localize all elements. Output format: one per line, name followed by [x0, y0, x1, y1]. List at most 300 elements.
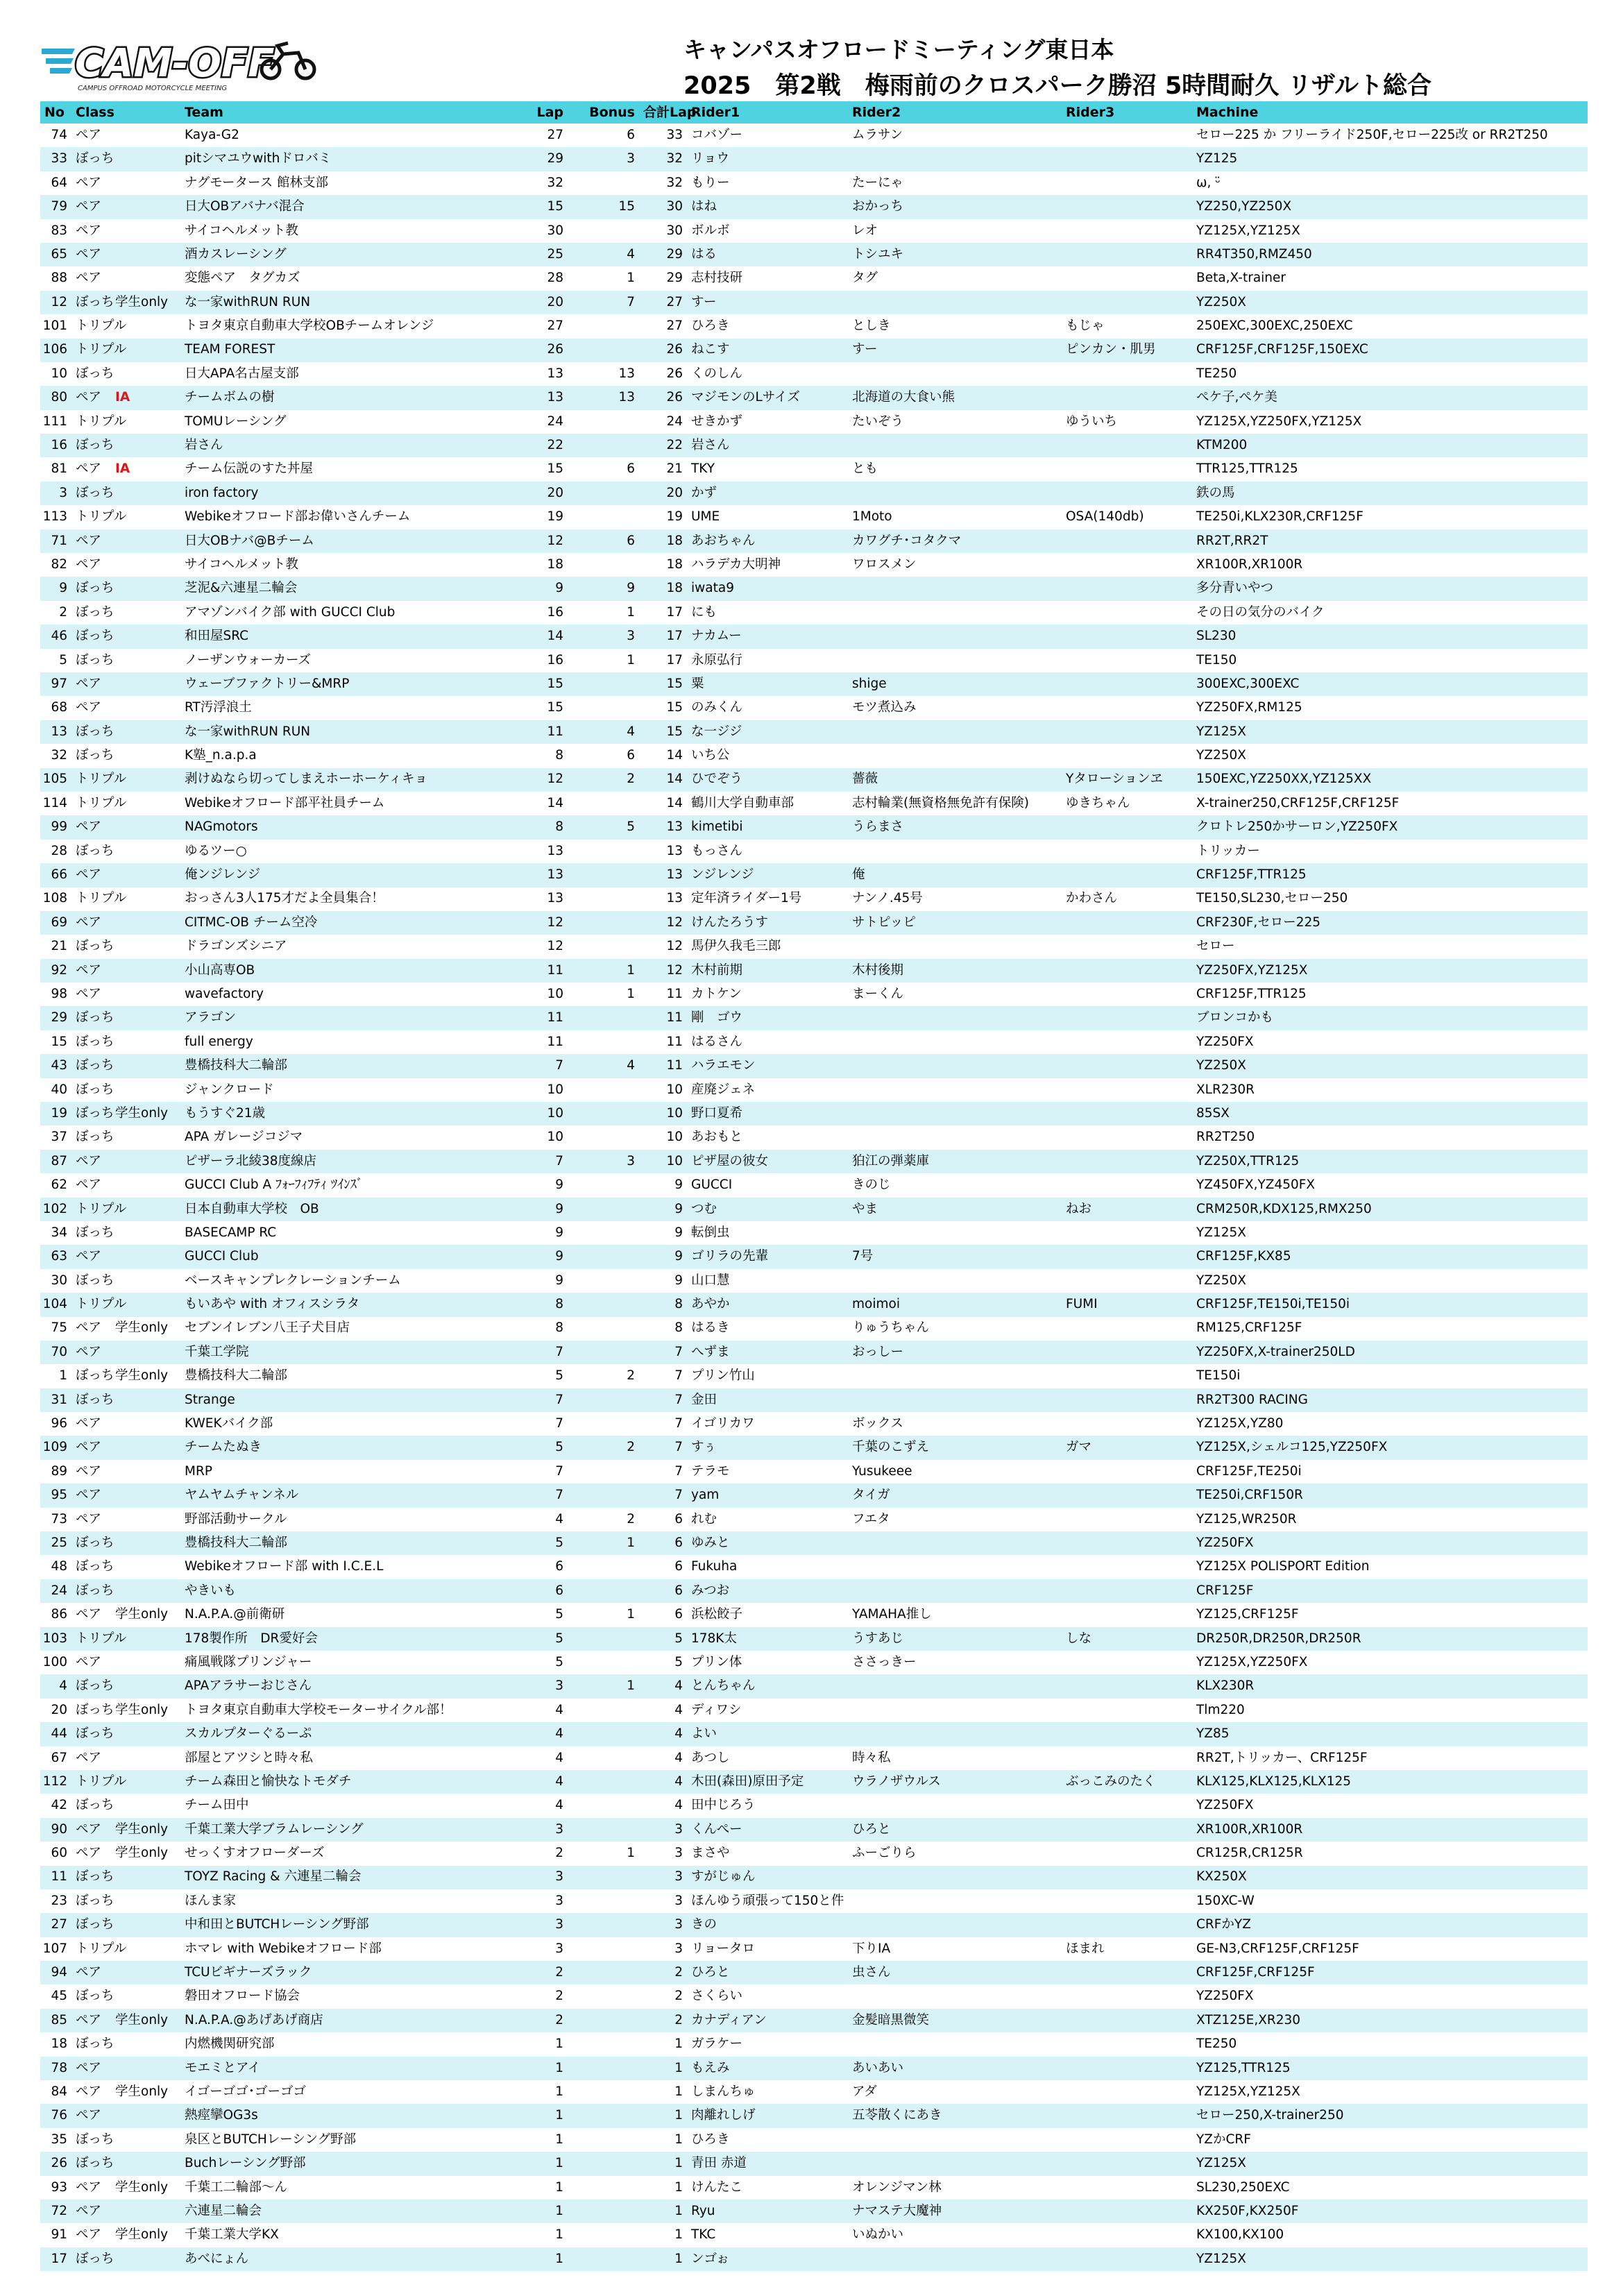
cell-machine: Beta,X-trainer: [1196, 271, 1286, 286]
cell-rider2: [848, 624, 1062, 648]
cell-lap: 3: [555, 1917, 563, 1932]
cell-rider1: カナディアン: [691, 2012, 767, 2027]
cell-team: サイコヘルメット教: [185, 556, 298, 572]
table-row: [40, 1054, 1588, 1078]
cell-bonus: 1: [627, 962, 635, 978]
cell-rider3: [1062, 362, 1192, 386]
cell-no: 29: [51, 1010, 67, 1026]
cell-bonus: 7: [627, 294, 635, 309]
cell-bonus: 1: [627, 1535, 635, 1550]
cell-bonus: 2: [627, 772, 635, 787]
cell-subclass: [111, 171, 180, 195]
cell-no: 67: [51, 1750, 67, 1765]
cell-no: 71: [51, 533, 67, 548]
cell-total-lap: 3: [674, 1821, 683, 1837]
cell-no: 26: [51, 2156, 67, 2171]
cell-total-lap: 6: [674, 1511, 683, 1527]
cell-rider3: ねお: [1066, 1201, 1092, 1216]
cell-bonus: [568, 1198, 639, 1221]
cell-lap: 4: [555, 1774, 563, 1789]
cell-lap: 7: [555, 1488, 563, 1503]
cell-rider3: [1062, 1102, 1192, 1125]
cell-lap: 4: [555, 1798, 563, 1813]
cell-total-lap: 5: [674, 1654, 683, 1669]
cell-rider1: UME: [691, 509, 720, 525]
cell-rider1: もっさん: [691, 843, 743, 858]
cell-bonus: [568, 1341, 639, 1364]
cell-team: ほんま家: [185, 1893, 237, 1908]
cell-rider1: 馬伊久我毛三郎: [691, 939, 781, 954]
cell-team: N.A.P.A.@あげあげ商店: [185, 2012, 323, 2027]
cell-total-lap: 29: [666, 271, 683, 286]
cell-bonus: 3: [627, 1153, 635, 1168]
table-row: [40, 2057, 1588, 2080]
cell-class: ペア: [76, 1320, 102, 1336]
table-row: [40, 147, 1588, 171]
cell-rider3: [1062, 1269, 1192, 1293]
cell-bonus: 4: [627, 724, 635, 739]
cell-no: 34: [51, 1225, 67, 1240]
cell-machine: YZ250FX: [1196, 1535, 1254, 1550]
cell-rider1: 産廃ジェネ: [691, 1082, 756, 1097]
cell-rider2: トシユキ: [852, 246, 904, 262]
cell-rider2: ワロスメン: [852, 556, 917, 572]
cell-class: ぼっち: [76, 652, 114, 667]
cell-total-lap: 7: [674, 1488, 683, 1503]
cell-bonus: [568, 2009, 639, 2032]
cell-bonus: [568, 1293, 639, 1316]
cell-machine: KLX125,KLX125,KLX125: [1196, 1774, 1352, 1789]
cell-rider2: りゅうちゃん: [852, 1320, 930, 1336]
cell-bonus: [568, 171, 639, 195]
cell-rider1: プリン体: [691, 1654, 742, 1669]
cell-subclass: [111, 219, 180, 243]
cell-machine: X-trainer250,CRF125F,CRF125F: [1196, 795, 1400, 810]
table-row: [40, 1078, 1588, 1102]
cell-subclass: [111, 815, 180, 839]
cell-bonus: [568, 2104, 639, 2127]
cell-bonus: [568, 1555, 639, 1579]
cell-total-lap: 1: [674, 2084, 683, 2099]
cell-lap: 24: [547, 414, 563, 429]
cell-no: 87: [51, 1153, 67, 1168]
table-row: [40, 1364, 1588, 1388]
table-row: [40, 291, 1588, 314]
cell-lap: 9: [555, 1225, 563, 1240]
cell-total-lap: 10: [666, 1153, 683, 1168]
cell-bonus: [568, 1483, 639, 1507]
cell-rider3: [1062, 386, 1192, 409]
cell-lap: 11: [547, 962, 563, 978]
cell-total-lap: 7: [674, 1463, 683, 1479]
cell-class: ペア: [76, 1344, 102, 1359]
cell-bonus: [568, 696, 639, 720]
cell-lap: 14: [547, 795, 563, 810]
cell-total-lap: 1: [674, 2156, 683, 2171]
cell-bonus: 6: [627, 127, 635, 142]
table-row: [40, 1483, 1588, 1507]
cell-lap: 9: [555, 1201, 563, 1216]
cell-subclass: [111, 1412, 180, 1436]
cell-rider2: ナマステ大魔神: [852, 2203, 942, 2218]
cell-subclass: [111, 195, 180, 219]
cell-lap: 16: [547, 652, 563, 667]
cell-rider2: タグ: [852, 271, 878, 286]
cell-total-lap: 1: [674, 2036, 683, 2052]
cell-lap: 12: [547, 772, 563, 787]
cell-rider2: ボックス: [852, 1416, 903, 1431]
cell-class: ペア: [76, 2203, 102, 2218]
cell-team: 酒カスレーシング: [185, 246, 287, 262]
cell-lap: 20: [547, 485, 563, 500]
cell-total-lap: 32: [666, 175, 683, 190]
cell-rider2: shige: [852, 676, 887, 691]
cell-subclass: 学生only: [115, 1320, 169, 1336]
cell-no: 76: [51, 2108, 67, 2123]
cell-rider1: 青田 赤道: [691, 2156, 747, 2171]
cell-subclass: [111, 2032, 180, 2056]
cell-team: 泉区とBUTCHレーシング野部: [185, 2132, 357, 2147]
cell-subclass: [111, 1674, 180, 1698]
cell-rider2: [848, 1889, 1062, 1913]
cell-class: ペア: [76, 1440, 102, 1455]
cell-rider2: 虫さん: [852, 1965, 891, 1980]
cell-no: 84: [51, 2084, 67, 2099]
table-header-row: [40, 101, 1588, 124]
cell-rider2: [848, 1913, 1062, 1937]
cell-no: 15: [51, 1034, 67, 1049]
cell-team: APAアラサーおじさん: [185, 1678, 312, 1694]
cell-rider2: ひろと: [852, 1821, 891, 1837]
cell-machine: GE-N3,CRF125F,CRF125F: [1196, 1941, 1359, 1956]
cell-subclass: [111, 147, 180, 171]
cell-bonus: 13: [618, 390, 635, 405]
cell-rider2: モツ煮込み: [852, 700, 917, 715]
cell-lap: 2: [555, 1989, 563, 2004]
cell-class: ペア: [76, 700, 102, 715]
cell-total-lap: 17: [666, 604, 683, 620]
cell-no: 74: [51, 127, 67, 142]
cell-subclass: [111, 434, 180, 457]
cell-no: 5: [59, 652, 67, 667]
cell-rider2: おかっち: [852, 199, 904, 214]
cell-rider3: [1062, 2128, 1192, 2152]
cell-no: 65: [51, 246, 67, 262]
cell-lap: 11: [547, 1010, 563, 1026]
cell-rider1: はるき: [691, 1320, 730, 1336]
cell-lap: 14: [547, 629, 563, 644]
col-header-team: Team: [185, 104, 223, 120]
cell-lap: 30: [547, 223, 563, 238]
cell-rider3: [1062, 2152, 1192, 2175]
cell-lap: 10: [547, 1105, 563, 1121]
cell-team: 痛風戦隊プリンジャー: [185, 1654, 312, 1669]
cell-rider1: きの: [691, 1917, 717, 1932]
cell-rider3: [1062, 1317, 1192, 1341]
cell-rider1: yam: [691, 1488, 720, 1503]
cell-lap: 10: [547, 1082, 563, 1097]
cell-rider3: [1062, 1794, 1192, 1817]
cell-rider3: ぶっこみのたく: [1066, 1774, 1156, 1789]
cell-rider2: としき: [852, 318, 891, 334]
cell-no: 44: [51, 1726, 67, 1742]
cell-rider3: [1062, 1913, 1192, 1937]
cell-no: 95: [51, 1488, 67, 1503]
cell-class: ぼっち: [76, 1535, 114, 1550]
cell-rider1: あつし: [691, 1750, 730, 1765]
cell-rider2: YAMAHA推し: [852, 1607, 932, 1622]
cell-class: ペア: [76, 1416, 102, 1431]
cell-lap: 9: [555, 581, 563, 596]
cell-bonus: 6: [627, 533, 635, 548]
cell-machine: KX250F,KX250F: [1196, 2203, 1299, 2218]
cell-subclass: [111, 1269, 180, 1293]
cell-rider3: [1062, 840, 1192, 863]
cell-rider3: [1062, 672, 1192, 696]
table-row: [40, 577, 1588, 600]
cell-total-lap: 2: [674, 2012, 683, 2027]
cell-rider3: [1062, 2104, 1192, 2127]
cell-class: トリプル: [76, 1297, 127, 1312]
cell-no: 75: [51, 1320, 67, 1336]
cell-machine: 鉄の馬: [1196, 485, 1235, 500]
cell-total-lap: 9: [674, 1225, 683, 1240]
cell-subclass: [111, 840, 180, 863]
table-row: [40, 911, 1588, 935]
cell-subclass: [111, 1579, 180, 1603]
cell-machine: YZ125X,YZ125X: [1196, 223, 1300, 238]
cell-no: 102: [42, 1201, 67, 1216]
cell-total-lap: 14: [666, 772, 683, 787]
table-row: [40, 1030, 1588, 1054]
cell-rider2: [848, 2152, 1062, 2175]
cell-total-lap: 9: [674, 1177, 683, 1193]
cell-team: ジャンクロード: [185, 1082, 274, 1097]
table-row: [40, 1555, 1588, 1579]
cell-no: 28: [51, 843, 67, 858]
cell-class: ペア: [76, 199, 102, 214]
cell-subclass: 学生only: [115, 2179, 169, 2195]
cell-rider2: 志村輪業(無資格無免許有保険): [852, 795, 1029, 810]
cell-total-lap: 18: [666, 581, 683, 596]
cell-machine: YZ250X: [1196, 748, 1246, 763]
cell-machine: セロー: [1196, 939, 1235, 954]
cell-machine: 150EXC,YZ250XX,YZ125XX: [1196, 772, 1372, 787]
cell-class: ぼっち: [76, 1010, 114, 1026]
cell-no: 25: [51, 1535, 67, 1550]
cell-bonus: [568, 1579, 639, 1603]
cell-total-lap: 20: [666, 485, 683, 500]
cell-rider1: ディワシ: [691, 1702, 742, 1717]
cell-subclass: [111, 2200, 180, 2223]
table-row: [40, 1412, 1588, 1436]
cell-bonus: [568, 219, 639, 243]
cell-subclass: 学生only: [115, 294, 169, 309]
cell-lap: 29: [547, 151, 563, 167]
cell-team: K塾_n.a.p.a: [185, 748, 257, 763]
cell-machine: ω, ᵕ̈: [1196, 175, 1221, 190]
cell-rider1: けんたろうす: [691, 915, 769, 930]
cell-total-lap: 4: [674, 1702, 683, 1717]
cell-rider2: ウラノザウルス: [852, 1774, 941, 1789]
cell-rider2: うすあじ: [852, 1631, 904, 1646]
cell-class: トリプル: [76, 795, 127, 810]
cell-subclass: [111, 529, 180, 553]
cell-team: アマゾンバイク部 with GUCCI Club: [185, 604, 396, 620]
cell-rider2: [848, 434, 1062, 457]
cell-no: 96: [51, 1416, 67, 1431]
title-line-1: キャンパスオフロードミーティング東日本: [683, 36, 1114, 63]
table-row: [40, 1984, 1588, 2008]
table-row: [40, 1913, 1588, 1937]
table-row: [40, 243, 1588, 266]
cell-rider1: 浜松餃子: [691, 1607, 743, 1622]
logo-subtitle: CAMPUS OFFROAD MOTORCYCLE MEETING: [78, 85, 228, 92]
cell-total-lap: 15: [666, 676, 683, 691]
cell-rider1: 肉離れしげ: [691, 2108, 756, 2123]
cell-team: セブンイレブン八王子犬目店: [185, 1320, 350, 1336]
cell-lap: 6: [555, 1559, 563, 1574]
cell-rider3: [1062, 696, 1192, 720]
cell-bonus: [568, 1173, 639, 1197]
cell-class: ぼっち: [76, 1105, 114, 1121]
cell-lap: 7: [555, 1416, 563, 1431]
cell-team: MRP: [185, 1463, 212, 1479]
cell-machine: SL230,250EXC: [1196, 2179, 1290, 2195]
cell-team: イゴーゴゴ･ゴーゴゴ: [185, 2084, 307, 2099]
cell-team: 磐田オフロード協会: [185, 1989, 300, 2004]
cell-rider1: 鶴川大学自動車部: [691, 795, 794, 810]
cell-team: Webikeオフロード部 with I.C.E.L: [185, 1559, 384, 1574]
cell-lap: 1: [555, 2179, 563, 2195]
cell-total-lap: 11: [666, 1058, 683, 1073]
cell-bonus: 1: [627, 652, 635, 667]
cell-bonus: [568, 434, 639, 457]
cell-class: ペア: [76, 1846, 102, 1861]
cell-no: 70: [51, 1344, 67, 1359]
cell-rider2: [848, 1579, 1062, 1603]
cell-total-lap: 15: [666, 724, 683, 739]
cell-total-lap: 24: [666, 414, 683, 429]
cell-no: 68: [51, 700, 67, 715]
cell-rider3: [1062, 1889, 1192, 1913]
cell-lap: 11: [547, 1034, 563, 1049]
cell-team: 熱痙攣OG3s: [185, 2108, 258, 2123]
cell-rider2: ムラサン: [852, 127, 903, 142]
table-row: [40, 1699, 1588, 1722]
cell-no: 114: [42, 795, 67, 810]
cell-class: ペア: [76, 127, 102, 142]
cell-class: ペア: [76, 556, 102, 572]
cell-total-lap: 14: [666, 795, 683, 810]
col-header-rider3: Rider3: [1066, 104, 1115, 120]
cell-machine: YZ250X: [1196, 294, 1246, 309]
cell-rider2: 下りIA: [852, 1941, 891, 1956]
cell-machine: CRF125F,TTR125: [1196, 867, 1307, 883]
cell-lap: 13: [547, 390, 563, 405]
cell-machine: クロトレ250かサーロン,YZ250FX: [1196, 819, 1398, 835]
cell-team: Buchレーシング野部: [185, 2156, 306, 2171]
cell-bonus: [568, 1794, 639, 1817]
cell-machine: KTM200: [1196, 438, 1248, 453]
cell-subclass: [111, 1889, 180, 1913]
cell-class: ぼっち: [76, 366, 114, 381]
cell-rider1: すぅ: [691, 1440, 717, 1455]
cell-total-lap: 2: [674, 1965, 683, 1980]
cell-total-lap: 8: [674, 1320, 683, 1336]
cell-class: ぼっち: [76, 1225, 114, 1240]
table-row: [40, 1842, 1588, 1865]
cell-bonus: [568, 553, 639, 577]
cell-no: 107: [42, 1941, 67, 1956]
cell-bonus: [568, 1937, 639, 1961]
cell-rider3: [1062, 1746, 1192, 1770]
cell-machine: 150XC-W: [1196, 1893, 1255, 1908]
cell-machine: CRFかYZ: [1196, 1917, 1251, 1932]
cell-team: Webikeオフロード部平社員チーム: [185, 795, 385, 810]
cell-bonus: [568, 410, 639, 434]
cell-team: TCUビギナーズラック: [185, 1965, 312, 1980]
cell-machine: TE150i: [1196, 1368, 1241, 1384]
cell-bonus: [568, 911, 639, 935]
cell-rider1: ひろき: [691, 2132, 730, 2147]
cell-machine: YZ125,CRF125F: [1196, 1607, 1299, 1622]
cell-rider3: [1062, 1508, 1192, 1531]
cell-machine: YZ125X POLISPORT Edition: [1196, 1559, 1370, 1574]
cell-team: KWEKバイク部: [185, 1416, 273, 1431]
cell-machine: KX250X: [1196, 1869, 1247, 1885]
cell-rider3: [1062, 624, 1192, 648]
cell-rider3: [1062, 1125, 1192, 1149]
table-row: [40, 1866, 1588, 1889]
table-row: [40, 1006, 1588, 1030]
cell-lap: 16: [547, 604, 563, 620]
cell-no: 82: [51, 556, 67, 572]
cell-rider1: 転倒虫: [691, 1225, 730, 1240]
cell-class: ぼっち: [76, 438, 114, 453]
cell-rider2: アダ: [852, 2084, 877, 2099]
cell-machine: YZ250FX,X-trainer250LD: [1196, 1344, 1355, 1359]
cell-rider1: ボルボ: [691, 223, 730, 238]
cell-class: トリプル: [76, 1631, 127, 1646]
table-row: [40, 2009, 1588, 2032]
table-row: [40, 1341, 1588, 1364]
cell-rider1: TKY: [691, 461, 715, 477]
cell-rider1: 田中じろう: [691, 1798, 756, 1813]
cell-rider1: くのしん: [691, 366, 743, 381]
cell-team: 部屋とアツシと時々私: [185, 1750, 314, 1765]
cell-team: 剥けぬなら切ってしまえホーホーケィキョ: [185, 772, 428, 787]
cell-bonus: 9: [627, 581, 635, 596]
cell-team: 日大OBアバナバ混合: [185, 199, 305, 214]
cell-lap: 26: [547, 342, 563, 357]
cell-bonus: [568, 2152, 639, 2175]
cell-rider1: ナカムー: [691, 629, 742, 644]
cell-total-lap: 11: [666, 1034, 683, 1049]
cell-bonus: [568, 935, 639, 958]
cell-rider2: いぬかい: [852, 2227, 904, 2243]
cell-subclass: 学生only: [115, 1846, 169, 1861]
cell-rider3: かわさん: [1066, 891, 1118, 906]
cell-bonus: 6: [627, 748, 635, 763]
cell-rider2: おっしー: [852, 1344, 904, 1359]
cell-rider2: [848, 1054, 1062, 1078]
cell-total-lap: 7: [674, 1392, 683, 1407]
cell-rider3: [1062, 434, 1192, 457]
cell-subclass: [111, 1746, 180, 1770]
cell-subclass: [111, 2057, 180, 2080]
cell-no: 86: [51, 1607, 67, 1622]
